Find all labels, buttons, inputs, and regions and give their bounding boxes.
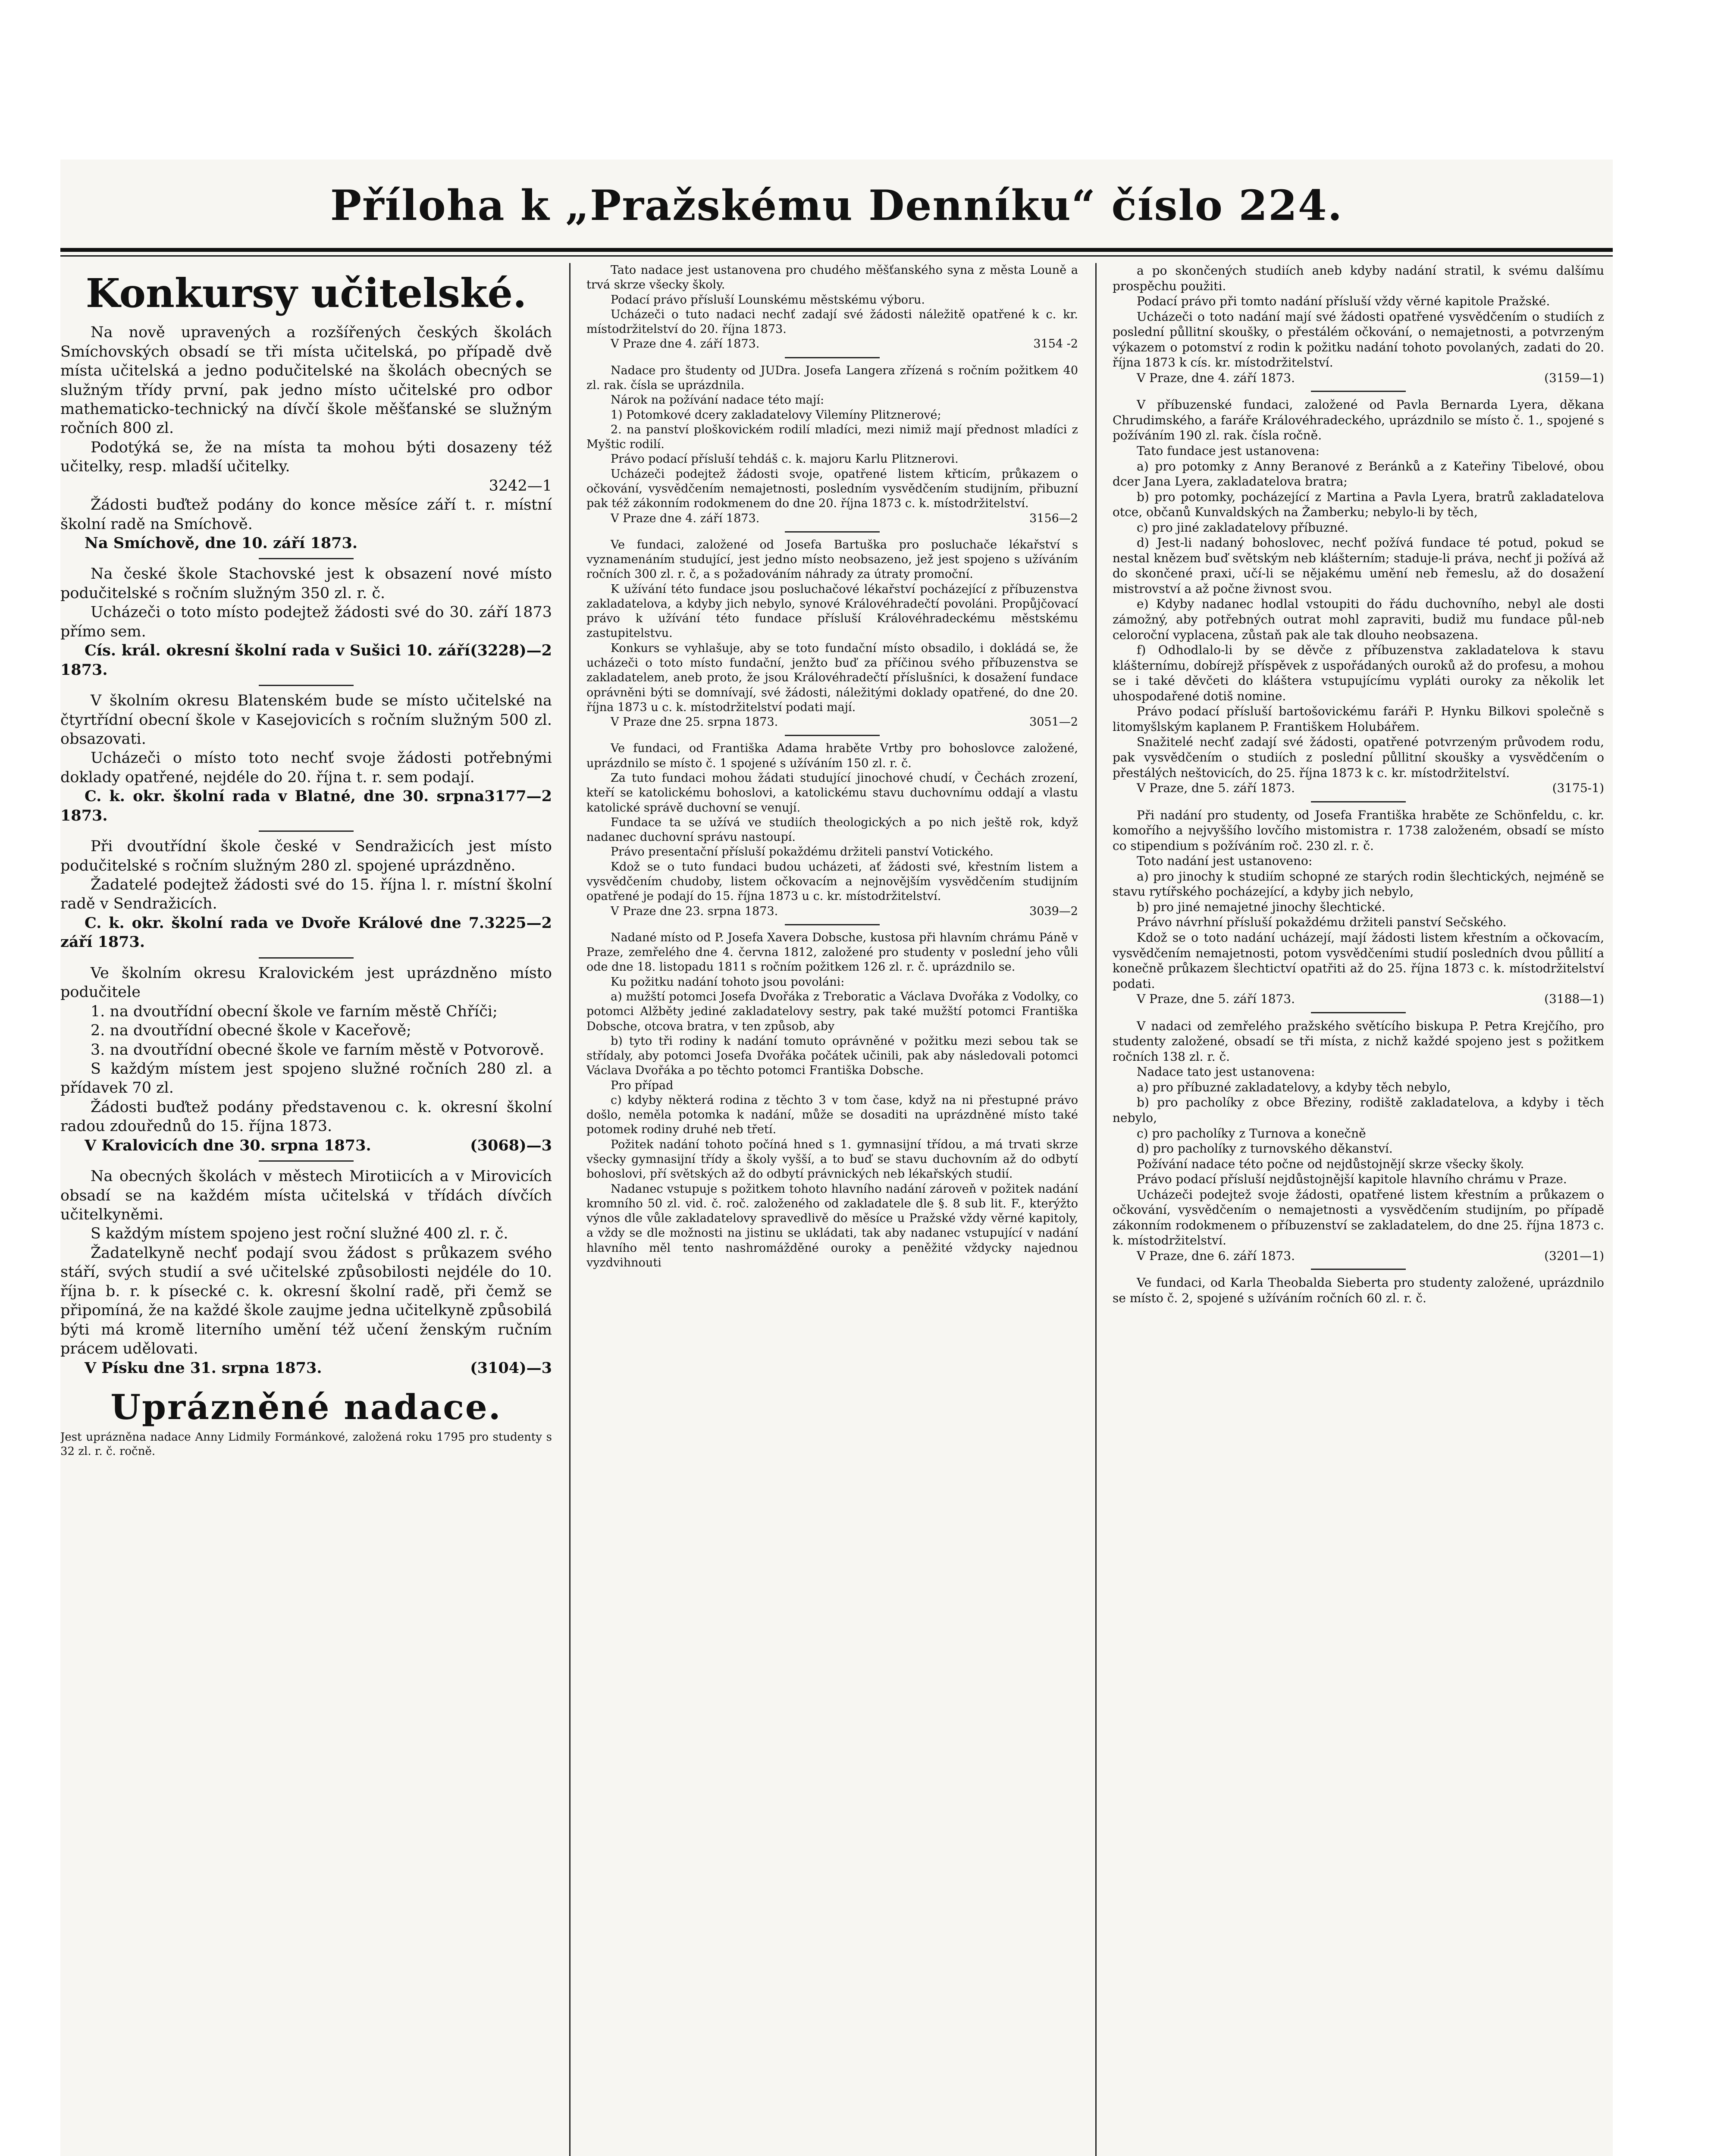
notice-reference: 3051—2 xyxy=(1029,715,1078,729)
notice-paragraph: Požitek nadání tohoto počíná hned s 1. gymnasijní třídou, a má trvati skrze všecky gymnasijní třídy a školy vyšší, a to buď se stavu duchovním až do odbytí bohoslovi, pří světských až do odbytí právnických neb lékařských studií. xyxy=(586,1138,1078,1181)
notice-paragraph: Tato nadace jest ustanovena pro chudého měšťanského syna z města Louně a trvá skrze všecky školy. xyxy=(586,263,1078,292)
notice-paragraph: b) tyto tři rodiny k nadání tomuto oprávněné v požitku mezi sebou tak se střídaly, aby potomci Josefa Dvořáka počátek učinili, pak aby následovali potomci Václava Dvořáka a po těchto potomci Františka Dobsche. xyxy=(586,1034,1078,1078)
notice-paragraph: Právo podací přísluší nejdůstojnější kapitole hlavního chrámu v Praze. xyxy=(1137,1172,1567,1187)
notice-paragraph: Ucházeči o toto místo podejtež žádosti své do 30. září 1873 přímo sem. xyxy=(60,604,552,640)
notice-paragraph: Podotýká se, že na místa ta mohou býti dosazeny též učitelky, resp. mladší učitelky. xyxy=(60,439,552,476)
notice-paragraph: Tato fundace jest ustanovena: xyxy=(1137,444,1320,458)
notice-paragraph: 2. na dvoutřídní obecné škole v Kaceřově; xyxy=(91,1022,411,1040)
notice-signature-text: V Praze, dne 4. září 1873. xyxy=(1137,370,1295,385)
notice-separator xyxy=(785,735,880,736)
notice-signature xyxy=(586,904,1078,919)
notice-paragraph: b) pro pacholíky z obce Březiny, rodiště zakladatelova, a kdyby i těch nebylo, xyxy=(1113,1095,1604,1125)
notice-paragraph: Ucházeči podejtež svoje žádosti, opatřené listem křestním a průkazem o očkování, vysvědčením o nemajetnosti a vysvědčením studijním, po případě zákonním rodokmenem o příbuzenství se zakladatelem, do dne 25. října 1873 c. k. místodržitelství. xyxy=(1113,1187,1604,1248)
notice-paragraph: Žádosti buďtež podány do konce měsíce září t. r. místní školní radě na Smíchově. xyxy=(60,496,552,533)
notice-reference-line xyxy=(60,476,552,495)
notice-signature-text: V Praze dne 4. září 1873. xyxy=(611,337,760,351)
notice-signature xyxy=(60,1136,552,1155)
notice-paragraph: Kdož se o tuto fundaci budou ucházeti, ať žádosti své, křestním listem a vysvědčením chudoby, listem očkovacím a nejnovějším vysvědčením studijním opatřené je podají do 15. října 1873 u c. kr. místodržitelství. xyxy=(586,860,1078,903)
notice-signature-text: Cís. král. okresní školní rada v Sušici 10. září 1873. xyxy=(60,642,470,679)
notice-paragraph: a) pro potomky z Anny Beranové z Beránků a z Kateřiny Tibelové, obou dcer Jana Lyera, zakladatelova bratra; xyxy=(1113,459,1604,489)
nadace-intro: Jest uprázněna nadace Anny Lidmily Formánkové, založená roku 1795 pro studenty s 32 zl. r. č. ročně. xyxy=(60,1430,552,1458)
notice-paragraph: Ucházeči o místo toto nechť svoje žádosti potřebnými doklady opatřené, nejdéle do 20. října t. r. sem podají. xyxy=(60,749,552,786)
masthead-rule xyxy=(60,248,1613,252)
notice xyxy=(1113,1018,1604,1264)
notice-separator xyxy=(785,357,880,358)
notice-paragraph: a) pro příbuzné zakladatelovy, a kdyby těch nebylo, xyxy=(1137,1080,1451,1094)
notice-paragraph: c) kdyby některá rodina z těchto 3 v tom čase, když na ni přestupné právo došlo, neměla potomka k nadání, může se dosaditi na uprázdněné místo také potomek rodiny druhé neb třetí. xyxy=(586,1093,1078,1137)
notice-separator xyxy=(259,685,354,686)
notice-paragraph: S každým místem jest spojeno služné ročních 280 zl. a přídavek 70 zl. xyxy=(60,1060,552,1097)
column-divider-1 xyxy=(569,263,571,2156)
newspaper-page xyxy=(60,160,1613,2156)
notice-paragraph: Na nově upravených a rozšířených českých školách Smíchovských obsadí se tři místa učitelská, po případě dvě místa učitelská a jedno podučitelské na školách obecných se služným třídy první, pak jedno místo učitelské pro odbor mathematicko-technický na dívčí škole měšťanské se služným ročních 800 zl. xyxy=(60,324,552,437)
notice-separator xyxy=(785,531,880,533)
notice-paragraph: 2. na panství ploškovickém rodilí mladíci, mezi nimiž mají přednost mladíci z Myštic rodilí. xyxy=(586,423,1078,451)
notice xyxy=(1113,1275,1604,1306)
notice-paragraph: Na české škole Stachovské jest k obsazení nové místo podučitelské s ročním služným 350 zl. r. č. xyxy=(60,565,552,602)
notice-paragraph: Ve fundaci, od Františka Adama hraběte Vrtby pro bohoslovce založené, uprázdnilo se místo č. 1 spojené s užíváním 150 zl. r. č. xyxy=(586,742,1078,770)
notice-reference: 3177—2 xyxy=(484,787,552,805)
section-heading-konkursy: Konkursy učitelské. xyxy=(85,270,527,317)
notice-paragraph: Ucházeči podejtež žádosti svoje, opatřené listem křticím, průkazem o očkování, vysvědčením nemajetnosti, posledním vysvědčením studijním, přibuzní pak též zákonním rodokmenem do dne 20. října 1873 c. k. místodržitelství. xyxy=(586,467,1078,511)
notice-paragraph: Konkurs se vyhlašuje, aby se toto fundační místo obsadilo, i dokládá se, že ucházeči o toto místo fundační, jenžto buď za příčinou svého příbuzenstva se zakladatelem, aneb proto, že jsou Královéhradečtí příslušníci, k dosažení fundace oprávněni býti se domnívají, své žádosti, náležitými doklady opatřené, do dne 20. října 1873 u c. k. místodržitelství podati mají. xyxy=(586,641,1078,714)
notice-separator xyxy=(259,1160,354,1162)
notice xyxy=(1113,808,1604,1007)
notice-paragraph: K užívání této fundace jsou posluchačové lékařství pocházející z příbuzenstva zakladatelova, a kdyby jich nebylo, synové Královéhradečtí povoláni. Propůjčovací právo k užívání této fundace přísluší Královéhradeckému městskému zastupitelstvu. xyxy=(586,582,1078,640)
notice xyxy=(586,263,1078,352)
notice-paragraph: Pro případ xyxy=(611,1078,674,1092)
notice-separator xyxy=(1311,391,1406,392)
notice xyxy=(60,837,552,952)
notice-reference: 3154 -2 xyxy=(1033,337,1078,351)
notice-paragraph: Podací právo při tomto nadání přísluší vždy věrné kapitole Pražské. xyxy=(1137,294,1550,309)
notice-paragraph: S každým místem spojeno jest roční služné 400 zl. r. č. xyxy=(91,1225,508,1243)
notice xyxy=(60,564,552,680)
notice-paragraph: Ve školním okresu Kralovickém jest uprázdněno místo podučitele xyxy=(60,964,552,1001)
notice-reference: (3068)—3 xyxy=(470,1136,552,1154)
section-heading-nadace: Uprázněné nadace. xyxy=(110,1386,502,1427)
notice-separator xyxy=(1311,801,1406,802)
notice-paragraph: Nadanec vstupuje s požitkem tohoto hlavního nadání zároveň v požitek nadání kromního 50 zl. vid. č. roč. založeného od zakladatele dle §. 8 sub lit. F., kterýžto výnos dle vůle zakladatelovy spravedlivě do měsíce u Pražské vždy věrné kapitoly, a vždy se dle možnosti na jistinu se ukládati, tak aby nadanec vstupující v nadání hlavního měl tento nashromážděné ouroky a peněžité vždycky najednou vyzdvihnouti xyxy=(586,1182,1078,1269)
notice-separator xyxy=(1311,1269,1406,1270)
notice-paragraph: Žadatelé podejtež žádosti své do 15. října l. r. místní školní radě v Sendražicích. xyxy=(60,876,552,913)
notice-paragraph: c) pro pacholíky z Turnova a konečně xyxy=(1137,1126,1366,1141)
notice xyxy=(586,931,1078,1270)
notice-paragraph: Při dvoutřídní škole české v Sendražicích jest místo podučitelské s ročním služným 280 zl. spojené uprázdněno. xyxy=(60,838,552,874)
notice-signature-text: C. k. okr. školní rada ve Dvoře Králové dne 7. září 1873. xyxy=(60,914,485,951)
notice-signature xyxy=(1113,1248,1604,1264)
notice-reference: 3242—1 xyxy=(489,477,552,495)
notice-signature-text: V Praze dne 4. září 1873. xyxy=(611,511,760,525)
notice-signature xyxy=(1113,370,1604,386)
notice-reference: (3188—1) xyxy=(1544,992,1604,1006)
notice-separator xyxy=(785,924,880,925)
notice-paragraph: 1) Potomkové dcery zakladatelovy Vilemíny Plitznerové; xyxy=(611,408,941,422)
notice-separator xyxy=(259,830,354,832)
notice xyxy=(60,964,552,1155)
notice-signature xyxy=(60,1359,552,1378)
column-2 xyxy=(586,263,1078,2156)
notice-signature: Na Smíchově, dne 10. září 1873. xyxy=(85,534,358,552)
notice-paragraph: Nadace pro študenty od JUDra. Josefa Langera zřízená s ročním požitkem 40 zl. rak. čísla se uprázdnila. xyxy=(586,364,1078,392)
notice-paragraph: Právo podací přísluší bartošovickému faráři P. Hynku Bilkovi společně s litomyšlským kaplanem P. Františkem Holubářem. xyxy=(1113,704,1604,734)
notice xyxy=(60,1167,552,1378)
notice-separator xyxy=(259,957,354,959)
notice xyxy=(1113,263,1604,385)
notice-paragraph: Toto nadání jest ustanoveno: xyxy=(1137,854,1313,868)
notice-paragraph: Právo návrhní přísluší pokaždému držiteli panství Sečského. xyxy=(1137,915,1507,930)
notice-reference: (3159—1) xyxy=(1544,370,1604,385)
notice-paragraph: e) Kdyby nadanec hodlal vstoupiti do řádu duchovního, nebyl ale dosti zámožný, aby potřebných outrat mohl zapraviti, budiž mu fundace půl-neb celoroční vyplacena, zůstaň pak ale tak dlouho neobsazena. xyxy=(1113,597,1604,642)
notice-paragraph: Při nadání pro studenty, od Josefa Františka hraběte ze Schönfeldu, c. kr. komořího a nejvyššího lovčího mistomistra r. 1738 založeném, obsadí se místo co stipendium s požíváním roč. 230 zl. r. č. xyxy=(1113,808,1604,853)
notice-paragraph: Nárok na požívání nadace této mají: xyxy=(611,393,824,407)
notice-paragraph: Snažitelé nechť zadají své žádosti, opatřené potvrzeným průvodem rodu, pak vysvědčením o studiích z poslední půllitní skoušky a vysvědčením o přestálých neštovicích, do 25. října 1873 k c. kr. místodržitelství. xyxy=(1113,735,1604,780)
column-divider-2 xyxy=(1095,263,1097,2156)
notice-reference: 3225—2 xyxy=(484,914,552,932)
notice-paragraph: Žadatelkyně nechť podají svou žádost s průkazem svého stáří, svých studií a své učitelské způsobilosti nejdéle do 10. října b. r. k písecké c. k. okresní školní radě, při čemž se připomíná, že na každé škole zaujme jedna učitelkyně způsobilá býti má kromě literního umění též učení ženským ručním prácem udělovati. xyxy=(60,1244,552,1358)
notice-paragraph: b) pro jiné nemajetné jinochy šlechtické. xyxy=(1137,899,1386,914)
notice-signature-text: C. k. okr. školní rada v Blatné, dne 30. srpna 1873. xyxy=(60,787,485,824)
notice-signature xyxy=(586,337,1078,351)
notice-paragraph: 1. na dvoutřídní obecní škole ve farním městě Chříči; xyxy=(91,1003,498,1020)
notice-signature xyxy=(586,715,1078,730)
notice-paragraph: Podací právo přísluší Lounskému městskému výboru. xyxy=(611,293,925,307)
notice-reference: 3039—2 xyxy=(1029,904,1078,918)
notice-paragraph: d) pro pacholíky z turnovského děkanství. xyxy=(1137,1141,1393,1156)
notice-paragraph: d) Jest-li nadaný bohoslovec, nechť požívá fundace té potud, pokud se nestal knězem buď světským neb klášterním; staduje-li práva, nechť ji požívá až do skončené praxi, učí-li se nějakému umění neb řemeslu, až do dosažení mistrovství a až počne živnost svou. xyxy=(1113,536,1604,596)
konkursy-list xyxy=(60,323,552,1378)
notice xyxy=(586,364,1078,526)
notice-paragraph: Požívání nadace této počne od nejdůstojnějí skrze všecky školy. xyxy=(1137,1156,1524,1171)
notice-signature xyxy=(1113,991,1604,1007)
notice-paragraph: Žádosti buďtež podány představenou c. k. okresní školní radou zdouřednů do 15. října 1873. xyxy=(60,1098,552,1135)
notice-signature-text: V Kralovicích dne 30. srpna 1873. xyxy=(85,1136,371,1154)
notice xyxy=(586,741,1078,918)
notice-paragraph: Na obecných školách v městech Mirotiicích a v Mirovicích obsadí se na každém místa učitelská v třídách dívčích učitelkyněmi. xyxy=(60,1168,552,1223)
notice-paragraph: Kdož se o toto nadání ucházejí, mají žádosti listem křestním a očkovacím, vysvědčením nemajetnosti, potom vysvědčeními studií posledních dvou půllití a konečně průkazem šlechtictví opatřiti až do 25. října 1873 c. k. místodržitelství podati. xyxy=(1113,930,1604,991)
notice-separator xyxy=(1311,1012,1406,1013)
notice-signature-text: V Praze, dne 6. září 1873. xyxy=(1137,1248,1295,1263)
notice-paragraph: a) pro jinochy k studiím schopné ze starých rodin šlechtických, nejméně se stavu rytířského pocházející, a kdyby jich nebylo, xyxy=(1113,869,1604,899)
notice-paragraph: Ucházeči o toto nadání mají své žádosti opatřené vysvědčením o studiích z poslední půllitní skoušky, o přestálém očkování, o nemajetnosti, a potvrzeným výkazem o potomství z rodin k požitku nadání tohoto povolaných, zadati do 20. října 1873 k cís. kr. místodržitelství. xyxy=(1113,309,1604,370)
notice-paragraph: f) Odhodlalo-li by se děvče z příbuzenstva zakladatelova k stavu klášternímu, dobírejž příspěvek z uspořádaných ouroků až do profesu, a mohou se i také děvčeti do kláštera vstupujícímu vypláti ouroky za několik let uhospodařené dotiš nomine. xyxy=(1113,643,1604,703)
notice-reference: (3228)—2 xyxy=(470,642,552,660)
notice-paragraph: Právo presentační přísluší pokaždému držiteli panství Votického. xyxy=(611,845,994,859)
masthead-title: Příloha k „Pražskému Denníku“ číslo 224. xyxy=(330,181,1343,230)
notice-paragraph: V školním okresu Blatenském bude se místo učitelské na čtyrtřídní obecní škole v Kasejovicích s ročním služným 500 zl. obsazovati. xyxy=(60,692,552,748)
notice-paragraph: c) pro jiné zakladatelovy příbuzné. xyxy=(1137,520,1349,535)
notice-signature xyxy=(1113,780,1604,796)
notice-paragraph: a) mužští potomci Josefa Dvořáka z Treboratic a Václava Dvořáka z Vodolky, co potomci Alžběty jediné zakladatelovy sestry, pak také mužští potomci Františka Dobsche, otcova bratra, v ten způsob, aby xyxy=(586,990,1078,1033)
notice-separator xyxy=(259,558,354,559)
notice-paragraph: a po skončených studiích aneb kdyby nadání stratil, k svému dalšímu prospěchu použiti. xyxy=(1113,263,1604,293)
notice-signature-text: V Praze, dne 5. září 1873. xyxy=(1137,781,1295,796)
notice-signature xyxy=(586,511,1078,526)
notice-reference: (3175-1) xyxy=(1552,781,1604,796)
notice-signature-text: V Praze dne 23. srpna 1873. xyxy=(611,904,778,918)
notice-paragraph: Nadané místo od P. Josefa Xavera Dobsche, kustosa při hlavním chrámu Páně v Praze, zemřelého dne 4. června 1812, založené pro studenty v poslední jeho vůli ode dne 18. listopadu 1811 s ročním požitkem 126 zl. r. č. uprázdnilo se. xyxy=(586,931,1078,974)
notice-paragraph: Právo podací přísluší tehdáš c. k. majoru Karlu Plitznerovi. xyxy=(611,452,959,466)
notice-signature-text: V Praze, dne 5. září 1873. xyxy=(1137,992,1295,1006)
notice-signature-text: V Praze dne 25. srpna 1873. xyxy=(611,715,778,729)
notice-paragraph: 3. na dvoutřídní obecné škole ve farním městě v Potvorově. xyxy=(91,1041,544,1059)
notice-paragraph: Ve fundaci, založené od Josefa Bartuška pro posluchače lékařství s vyznamenáním studující, jest jedno místo neobsazeno, jež jest spojeno s užíváním ročních 300 zl. r. č, a s požadováním náhrady za útraty promoční. xyxy=(586,538,1078,581)
notice-signature xyxy=(60,787,552,825)
notice-paragraph: Ku požitku nadání tohoto jsou povoláni: xyxy=(611,975,845,989)
column-3 xyxy=(1113,263,1604,2156)
column-1 xyxy=(60,263,552,2156)
notice-signature xyxy=(60,641,552,680)
notice-paragraph: Ucházeči o tuto nadaci nechť zadají své žádosti náležitě opatřené k c. kr. místodržitelství do 20. října 1873. xyxy=(586,307,1078,336)
notice-signature-text: V Písku dne 31. srpna 1873. xyxy=(85,1359,322,1377)
notice-reference: 3156—2 xyxy=(1029,511,1078,525)
notice-paragraph: Fundace ta se užívá ve studiích theologických a po nich ještě rok, když nadanec duchovní správu nastoupí. xyxy=(586,815,1078,844)
notice-reference: (3201—1) xyxy=(1544,1248,1604,1263)
notice xyxy=(1113,397,1604,796)
notice-reference: (3104)—3 xyxy=(470,1359,552,1377)
notice-paragraph: b) pro potomky, pocházející z Martina a Pavla Lyera, bratrů zakladatelova otce, občanů Kunvaldských na Žamberku; nebylo-li by těch, xyxy=(1113,489,1604,520)
notice-paragraph: Nadace tato jest ustanovena: xyxy=(1137,1065,1315,1079)
notice-paragraph: Za tuto fundaci mohou žádati studující jinochové chudí, v Čechách zrození, kteří se katolickému bohoslovi, a katolickému stavu duchovnímu oddají a vlastu katolické správě duchovní se venují. xyxy=(586,771,1078,815)
notice xyxy=(60,691,552,825)
notice xyxy=(586,538,1078,730)
notice-paragraph: Ve fundaci, od Karla Theobalda Sieberta pro studenty založené, uprázdnilo se místo č. 2, spojené s užíváním ročních 60 zl. r. č. xyxy=(1113,1275,1604,1305)
notice-paragraph: V příbuzenské fundaci, založené od Pavla Bernarda Lyera, děkana Chrudimského, a faráře Královéhradeckého, uprázdnilo se místo č. 1., spojené s požíváním 190 zl. rak. čísla ročně. xyxy=(1113,398,1604,443)
masthead-rule-thin xyxy=(60,255,1613,257)
notice-signature xyxy=(60,914,552,952)
notice-paragraph: V nadaci od zemřelého pražského světícího biskupa P. Petra Krejčího, pro studenty založené, obsadí se tři místa, z nichž každé spojeno jest s požitkem ročních 138 zl. r. č. xyxy=(1113,1018,1604,1064)
notice xyxy=(60,323,552,553)
